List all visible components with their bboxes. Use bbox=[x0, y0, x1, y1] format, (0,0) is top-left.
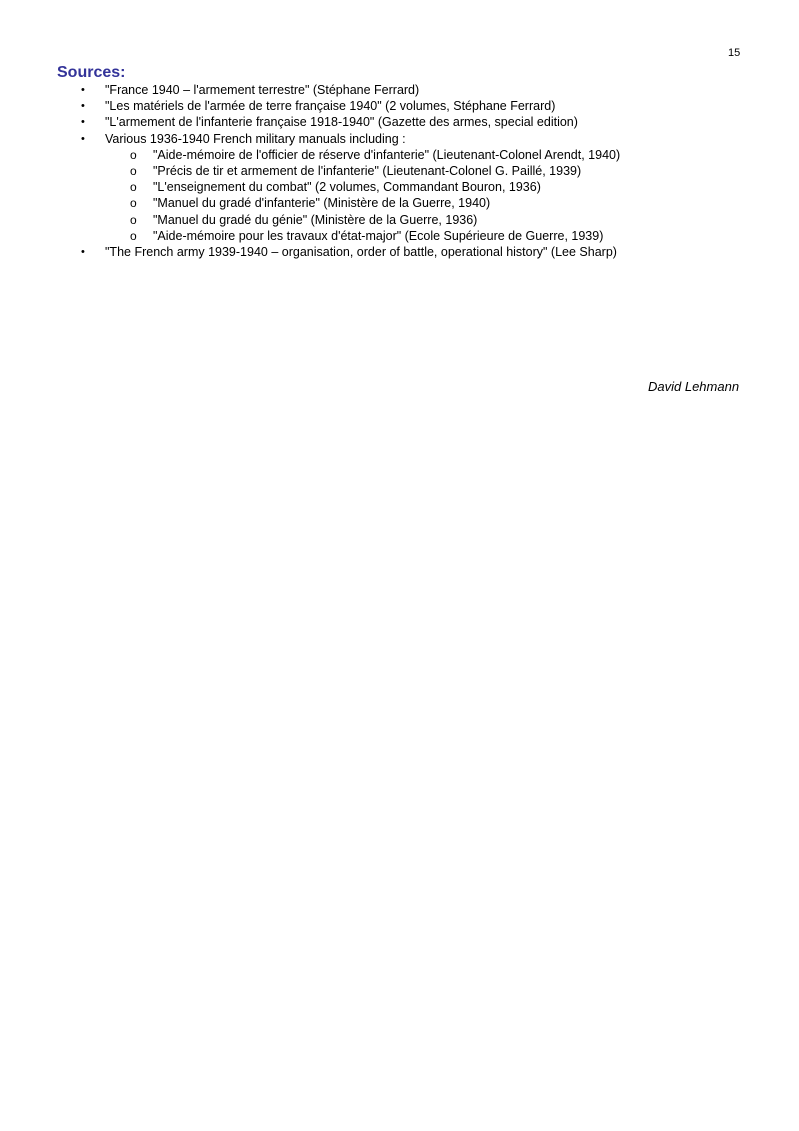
bullet-icon: • bbox=[81, 116, 85, 129]
list-item bbox=[0, 82, 799, 98]
sub-list-item bbox=[0, 228, 799, 244]
bullet-icon: • bbox=[81, 84, 85, 96]
sub-list-item bbox=[0, 195, 799, 211]
page-number: 15 bbox=[728, 47, 741, 59]
manual-text: "Précis de tir et armement de l'infanterie" (Lieutenant-Colonel G. Paillé, 1939) bbox=[153, 164, 582, 179]
source-text: "L'armement de l'infanterie française 1918-1940" (Gazette des armes, special edition) bbox=[105, 115, 578, 130]
list-item bbox=[0, 114, 799, 130]
list-item bbox=[0, 131, 799, 244]
circle-bullet-icon: o bbox=[130, 180, 137, 195]
circle-bullet-icon: o bbox=[130, 147, 137, 162]
manuals-sublist bbox=[105, 147, 799, 244]
author-signature: David Lehmann bbox=[648, 379, 740, 394]
manual-text: "Aide-mémoire de l'officier de réserve d'infanterie" (Lieutenant-Colonel Arendt, 1940) bbox=[153, 147, 621, 162]
sources-list bbox=[0, 82, 799, 260]
circle-bullet-icon: o bbox=[130, 164, 137, 179]
sub-list-item bbox=[0, 147, 799, 163]
list-item bbox=[0, 244, 799, 260]
bullet-icon: • bbox=[81, 246, 85, 259]
manual-text: "L'enseignement du combat" (2 volumes, Commandant Bouron, 1936) bbox=[153, 180, 541, 195]
manual-text: "Manuel du gradé d'infanterie" (Ministère de la Guerre, 1940) bbox=[153, 196, 491, 211]
source-text: "France 1940 – l'armement terrestre" (Stéphane Ferrard) bbox=[105, 83, 420, 97]
source-text: "Les matériels de l'armée de terre française 1940" (2 volumes, Stéphane Ferrard) bbox=[105, 99, 556, 114]
sub-list-item bbox=[0, 179, 799, 195]
circle-bullet-icon: o bbox=[130, 212, 137, 227]
bullet-icon: • bbox=[81, 100, 85, 113]
source-text: "The French army 1939-1940 – organisation, order of battle, operational history" (Lee Sharp) bbox=[105, 245, 617, 260]
sources-heading: Sources: bbox=[57, 64, 126, 81]
list-item bbox=[0, 98, 799, 114]
manual-text: "Manuel du gradé du génie" (Ministère de la Guerre, 1936) bbox=[153, 212, 478, 227]
circle-bullet-icon: o bbox=[130, 228, 137, 243]
bullet-icon: • bbox=[81, 132, 85, 145]
sub-list-item bbox=[0, 163, 799, 179]
circle-bullet-icon: o bbox=[130, 196, 137, 211]
source-text: Various 1936-1940 French military manuals including : bbox=[105, 131, 406, 146]
sub-list-item bbox=[0, 212, 799, 228]
manual-text: "Aide-mémoire pour les travaux d'état-major" (Ecole Supérieure de Guerre, 1939) bbox=[153, 228, 604, 243]
